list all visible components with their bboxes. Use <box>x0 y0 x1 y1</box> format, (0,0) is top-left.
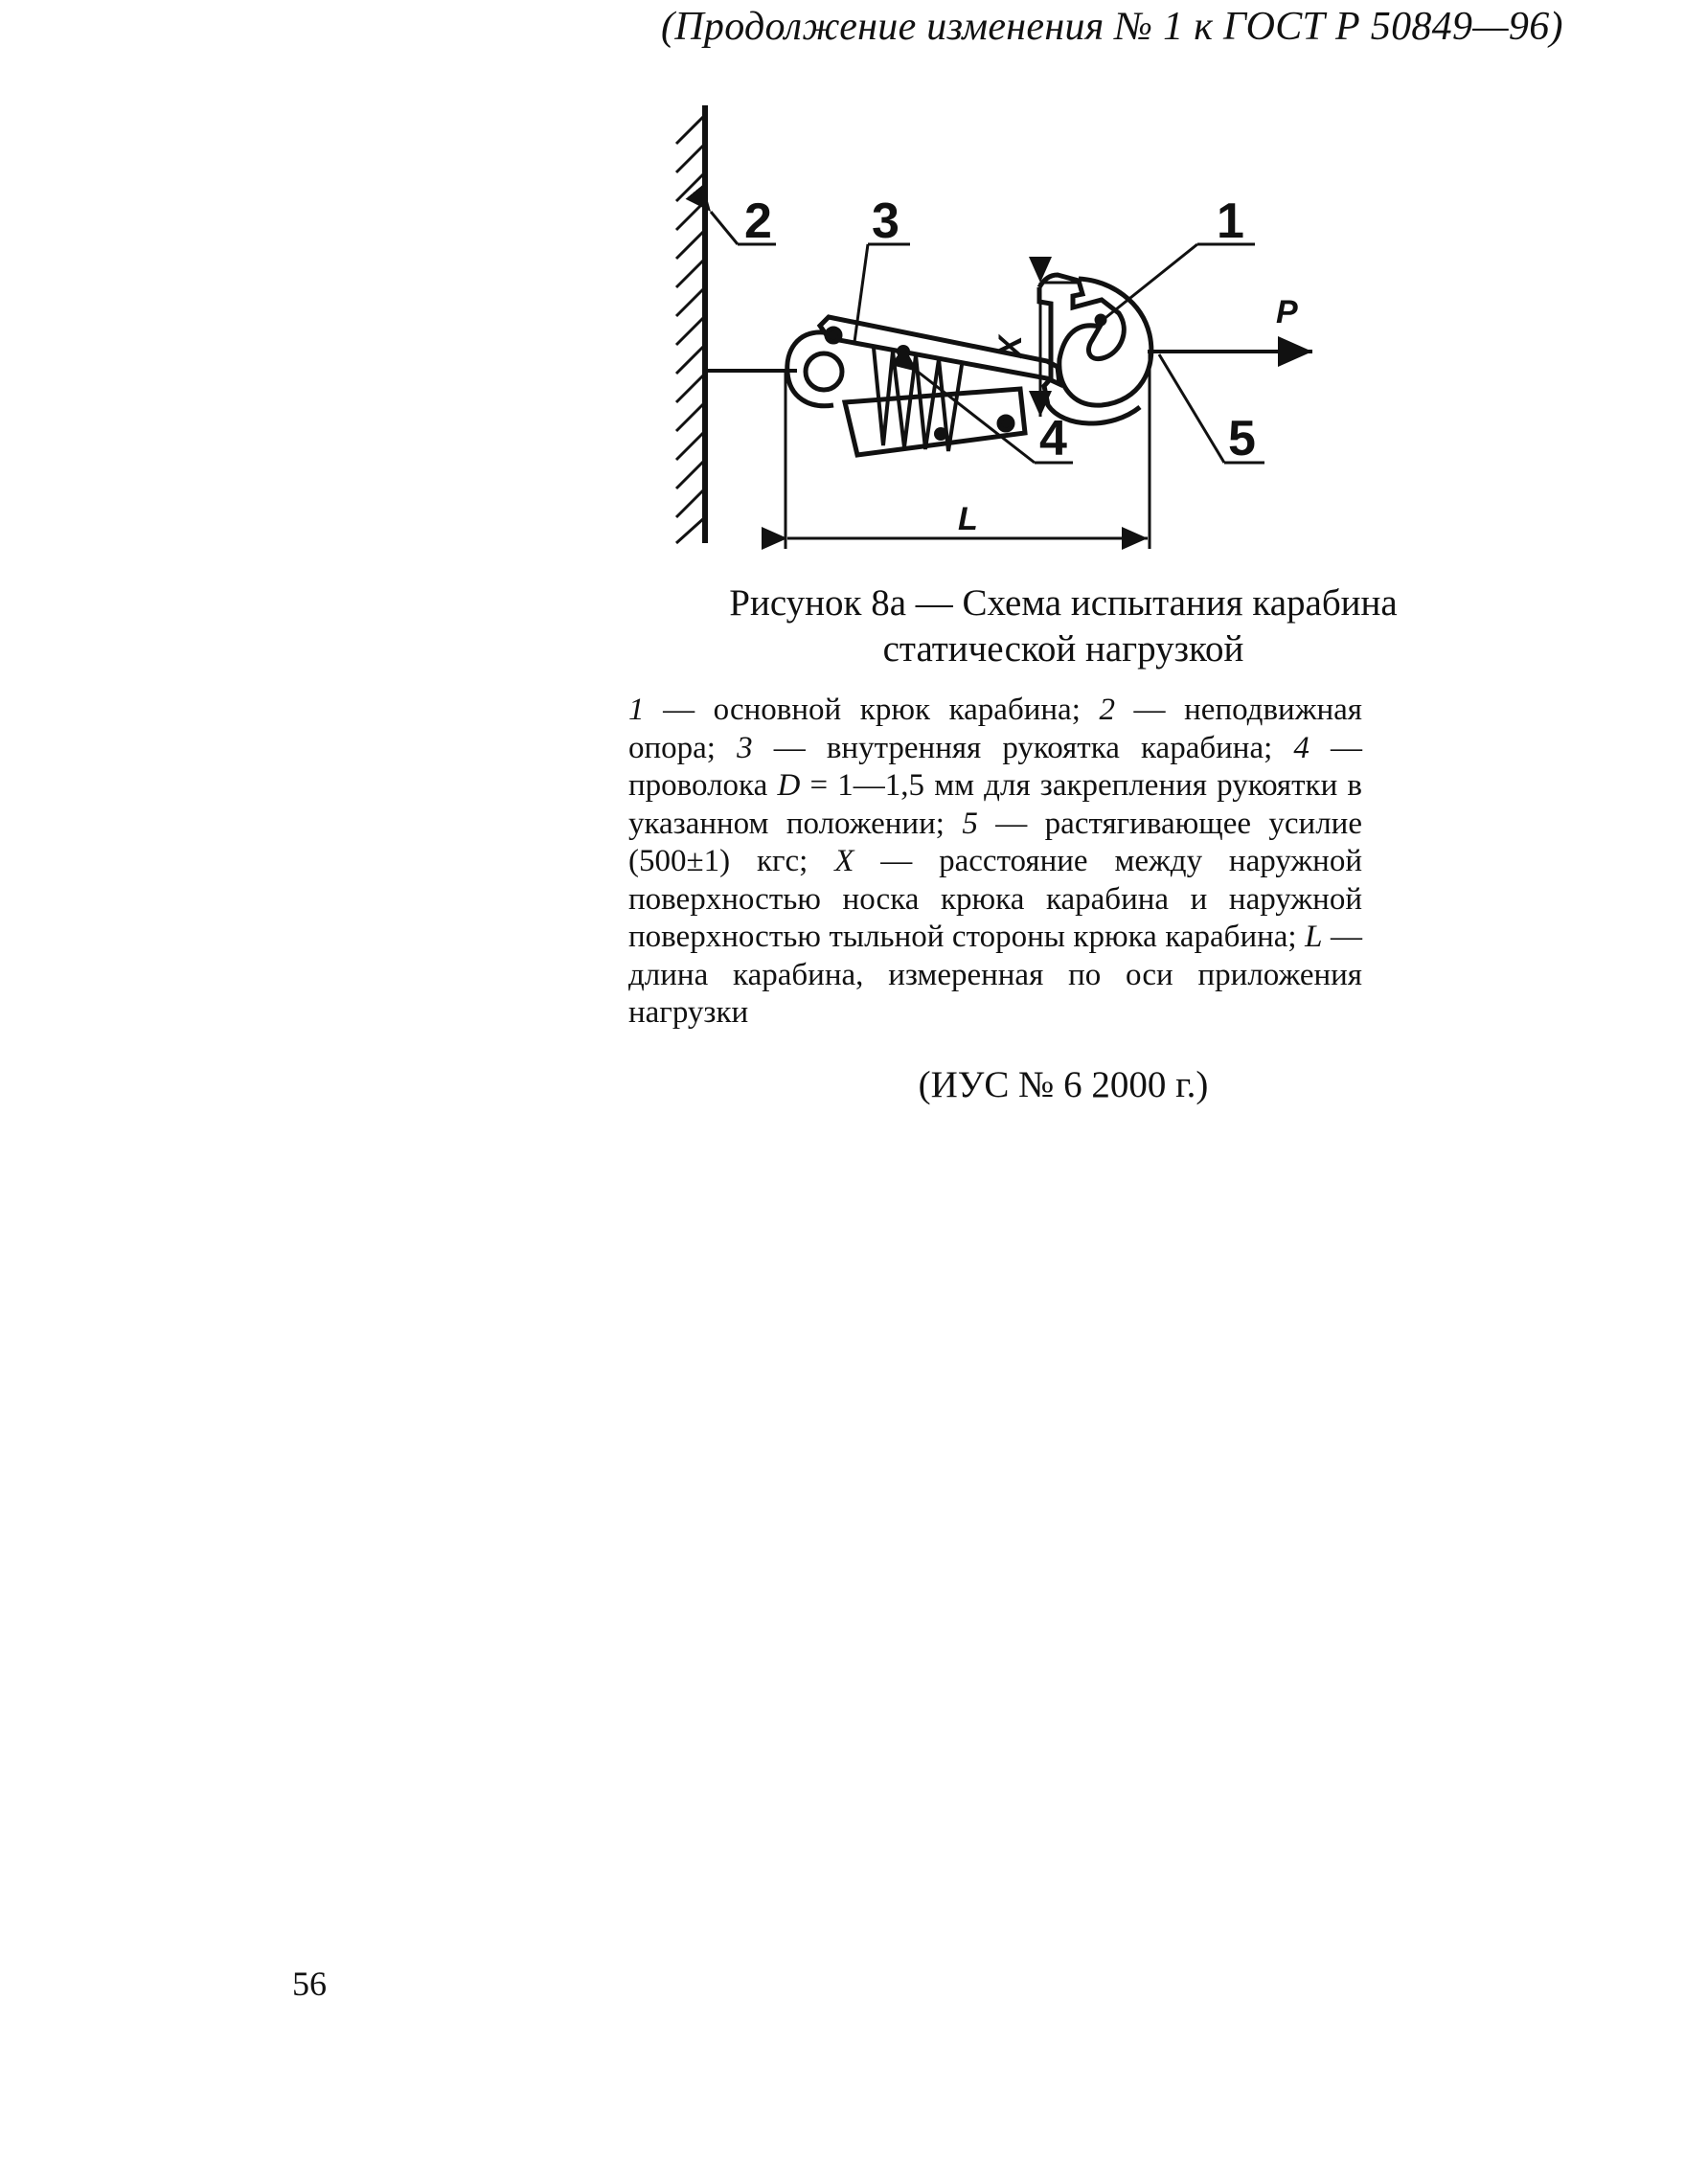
legend-text-1: — основной крюк карабина; <box>644 693 1100 727</box>
lower-plate <box>845 389 1025 455</box>
legend-text-5: — растягивающее усилие (500±1) кгс; <box>628 806 1362 878</box>
caption-line-1: Рисунок 8а — Схема испытания карабина <box>729 582 1398 624</box>
legend-symbol-l: L <box>1305 920 1323 954</box>
legend-text-4b: = 1—1,5 мм для закрепления рукоятки в указанном положении; <box>628 768 1363 841</box>
label-2: 2 <box>744 193 772 249</box>
callout-1 <box>1102 244 1255 321</box>
legend-text-3: — внутренняя рукоятка карабина; <box>752 730 1294 765</box>
label-3: 3 <box>872 193 900 249</box>
fixed-support-wall <box>676 105 705 543</box>
legend-text-4a: — проволока <box>628 730 1363 803</box>
spring <box>874 348 962 451</box>
legend-text-2: — неподвижная опора; <box>628 693 1362 765</box>
label-4: 4 <box>1039 411 1067 466</box>
page-number: 56 <box>292 1965 327 2003</box>
spring-pin-1 <box>897 345 910 358</box>
legend-num-3: 3 <box>737 730 753 765</box>
carabiner-test-diagram <box>632 101 1360 580</box>
l-label: L <box>958 501 978 537</box>
figure-caption <box>613 580 1514 672</box>
legend-num-4: 4 <box>1293 730 1309 765</box>
header-text: (Продолжение изменения № 1 к ГОСТ Р 50849—96) <box>661 5 1563 49</box>
legend-text-l: — длина карабина, измеренная по оси приложения нагрузки <box>628 920 1362 1030</box>
legend-text-x: — расстояние между наружной поверхностью носка крюка карабина и наружной поверхностью тыльной стороны крюка карабина; <box>628 844 1362 954</box>
p-label: P <box>1276 294 1298 330</box>
legend-num-5: 5 <box>962 806 978 841</box>
diagram-svg <box>632 101 1360 580</box>
x-label: X <box>992 335 1029 357</box>
main-hook <box>1039 275 1151 423</box>
legend-num-1: 1 <box>628 693 645 727</box>
label-1: 1 <box>1217 193 1244 249</box>
caption-line-2: статической нагрузкой <box>882 628 1244 670</box>
ius-reference: (ИУС № 6 2000 г.) <box>918 1064 1209 1105</box>
spring-pin-2 <box>934 427 947 441</box>
running-header <box>661 4 1561 50</box>
legend-num-2: 2 <box>1099 693 1115 727</box>
label-5: 5 <box>1228 411 1256 466</box>
legend-symbol-d: D <box>777 768 801 803</box>
legend-symbol-x: X <box>834 844 854 878</box>
figure-legend <box>628 692 1362 1033</box>
